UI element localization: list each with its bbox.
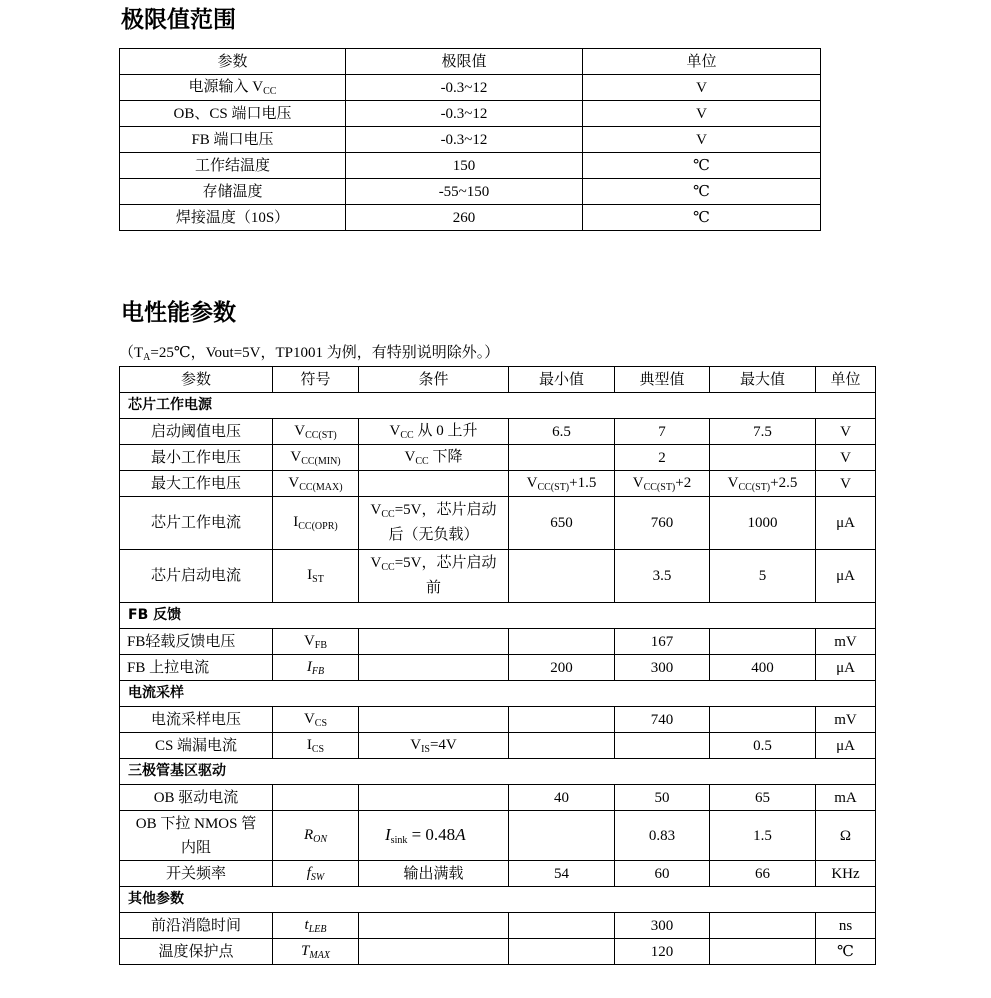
typ-cell: 760 bbox=[615, 497, 710, 550]
table-row bbox=[120, 733, 876, 759]
symbol-text: f bbox=[306, 864, 311, 881]
param-cell: OB 驱动电流 bbox=[120, 785, 273, 811]
param-sub: CC bbox=[263, 85, 277, 97]
min-cell: 200 bbox=[509, 655, 615, 681]
unit-cell: KHz bbox=[816, 861, 876, 887]
unit-cell: μA bbox=[816, 550, 876, 603]
header-param: 参数 bbox=[120, 49, 346, 75]
typ-cell bbox=[615, 471, 710, 497]
param-cell: FB轻载反馈电压 bbox=[120, 629, 273, 655]
symbol-sub: SW bbox=[310, 871, 325, 883]
param-cell: 焊接温度（10S） bbox=[120, 205, 346, 231]
symbol-cell bbox=[273, 550, 359, 603]
unit-cell: mV bbox=[816, 707, 876, 733]
value-sub: CC(ST) bbox=[537, 481, 570, 493]
unit-cell: V bbox=[583, 101, 821, 127]
section-label: 芯片工作电源 bbox=[120, 393, 876, 419]
symbol-sub: ST bbox=[312, 574, 324, 585]
note-sub: A bbox=[143, 352, 151, 363]
symbol-text: T bbox=[301, 942, 310, 959]
section-label: 其他参数 bbox=[120, 887, 876, 913]
typ-cell: 7 bbox=[615, 419, 710, 445]
symbol-text: I bbox=[306, 658, 312, 675]
header-unit: 单位 bbox=[816, 367, 876, 393]
param-cell: 温度保护点 bbox=[120, 939, 273, 965]
condition-text: V bbox=[370, 501, 382, 518]
unit-cell: V bbox=[583, 75, 821, 101]
condition-cell bbox=[359, 707, 509, 733]
header-typ: 典型值 bbox=[615, 367, 710, 393]
max-cell: 5 bbox=[710, 550, 816, 603]
table-row bbox=[120, 205, 821, 231]
condition-text: V bbox=[410, 736, 422, 753]
table-row bbox=[120, 707, 876, 733]
value-sub: CC(ST) bbox=[738, 481, 771, 493]
table-row bbox=[120, 471, 876, 497]
section-label: 三极管基区驱动 bbox=[120, 759, 876, 785]
min-cell: 650 bbox=[509, 497, 615, 550]
typ-cell: 50 bbox=[615, 785, 710, 811]
symbol-text: V bbox=[290, 448, 302, 465]
condition-text: V bbox=[404, 448, 416, 465]
limit-cell: 150 bbox=[346, 153, 583, 179]
table-row bbox=[120, 153, 821, 179]
symbol-cell bbox=[273, 471, 359, 497]
unit-cell: μA bbox=[816, 497, 876, 550]
condition-cell bbox=[359, 655, 509, 681]
max-cell: 400 bbox=[710, 655, 816, 681]
table-row bbox=[120, 497, 876, 550]
symbol-text: V bbox=[303, 710, 315, 727]
unit-cell: V bbox=[816, 445, 876, 471]
min-cell: 6.5 bbox=[509, 419, 615, 445]
unit-cell: μA bbox=[816, 733, 876, 759]
table-row bbox=[120, 445, 876, 471]
condition-cell bbox=[359, 913, 509, 939]
symbol-cell bbox=[273, 629, 359, 655]
max-cell: 1.5 bbox=[710, 811, 816, 861]
condition-cell bbox=[359, 419, 509, 445]
value-text: +2 bbox=[675, 474, 692, 491]
param-cell: 前沿消隐时间 bbox=[120, 913, 273, 939]
unit-cell: mA bbox=[816, 785, 876, 811]
min-cell bbox=[509, 471, 615, 497]
section-label: 电流采样 bbox=[120, 681, 876, 707]
value-text: V bbox=[727, 474, 739, 491]
typ-cell: 740 bbox=[615, 707, 710, 733]
symbol-sub: MAX bbox=[309, 949, 330, 961]
param-cell: OB 下拉 NMOS 管内阻 bbox=[120, 811, 273, 861]
symbol-cell bbox=[273, 655, 359, 681]
typ-cell: 2 bbox=[615, 445, 710, 471]
condition-cell bbox=[359, 497, 509, 550]
unit-cell: Ω bbox=[816, 811, 876, 861]
symbol-cell bbox=[273, 707, 359, 733]
typ-cell: 167 bbox=[615, 629, 710, 655]
condition-cell bbox=[359, 550, 509, 603]
limit-cell: -0.3~12 bbox=[346, 101, 583, 127]
section-row bbox=[120, 759, 876, 785]
section-label: FB 反馈 bbox=[120, 603, 876, 629]
table-row bbox=[120, 629, 876, 655]
table-row bbox=[120, 550, 876, 603]
condition-text: = 0.48 bbox=[407, 824, 456, 844]
min-cell bbox=[509, 707, 615, 733]
unit-cell: V bbox=[583, 127, 821, 153]
table-row bbox=[120, 861, 876, 887]
header-param: 参数 bbox=[120, 367, 273, 393]
max-cell bbox=[710, 707, 816, 733]
test-condition-note bbox=[119, 346, 499, 363]
condition-text: V bbox=[389, 422, 401, 439]
min-cell: 40 bbox=[509, 785, 615, 811]
symbol-sub: FB bbox=[314, 639, 328, 651]
param-cell: 最大工作电压 bbox=[120, 471, 273, 497]
table-row bbox=[120, 127, 821, 153]
param-cell: CS 端漏电流 bbox=[120, 733, 273, 759]
table-header-row bbox=[120, 367, 876, 393]
symbol-sub: LEB bbox=[308, 923, 327, 935]
section-row bbox=[120, 603, 876, 629]
symbol-sub: CC(OPR) bbox=[298, 521, 338, 532]
max-cell: 66 bbox=[710, 861, 816, 887]
symbol-sub: ON bbox=[313, 833, 328, 845]
param-cell: OB、CS 端口电压 bbox=[120, 101, 346, 127]
param-cell: 存储温度 bbox=[120, 179, 346, 205]
min-cell bbox=[509, 939, 615, 965]
max-cell bbox=[710, 913, 816, 939]
typ-cell: 0.83 bbox=[615, 811, 710, 861]
table-row bbox=[120, 655, 876, 681]
symbol-sub: CC(MIN) bbox=[301, 455, 341, 467]
table-row bbox=[120, 913, 876, 939]
param-cell bbox=[120, 75, 346, 101]
header-symbol: 符号 bbox=[273, 367, 359, 393]
unit-cell: V bbox=[816, 471, 876, 497]
section-row bbox=[120, 393, 876, 419]
limit-cell: 260 bbox=[346, 205, 583, 231]
condition-sub: CC bbox=[400, 429, 414, 441]
max-cell: 65 bbox=[710, 785, 816, 811]
param-cell: 工作结温度 bbox=[120, 153, 346, 179]
condition-cell bbox=[359, 445, 509, 471]
unit-cell: ℃ bbox=[583, 205, 821, 231]
max-cell: 0.5 bbox=[710, 733, 816, 759]
table-row bbox=[120, 939, 876, 965]
param-cell: 电流采样电压 bbox=[120, 707, 273, 733]
header-unit: 单位 bbox=[583, 49, 821, 75]
condition-cell bbox=[359, 811, 509, 861]
unit-cell: ℃ bbox=[583, 153, 821, 179]
max-cell: 1000 bbox=[710, 497, 816, 550]
min-cell bbox=[509, 811, 615, 861]
table-row bbox=[120, 785, 876, 811]
electrical-table bbox=[119, 366, 876, 965]
symbol-text: R bbox=[303, 826, 314, 843]
symbol-cell bbox=[273, 913, 359, 939]
typ-cell: 3.5 bbox=[615, 550, 710, 603]
max-cell bbox=[710, 445, 816, 471]
section-row bbox=[120, 887, 876, 913]
value-sub: CC(ST) bbox=[643, 481, 676, 493]
condition-sub: CC bbox=[415, 455, 429, 467]
condition-cell: 输出满载 bbox=[359, 861, 509, 887]
table-row bbox=[120, 811, 876, 861]
condition-cell bbox=[359, 629, 509, 655]
table-row bbox=[120, 75, 821, 101]
max-cell bbox=[710, 471, 816, 497]
value-text: V bbox=[632, 474, 644, 491]
max-cell bbox=[710, 629, 816, 655]
symbol-cell bbox=[273, 733, 359, 759]
value-text: +1.5 bbox=[569, 474, 597, 491]
typ-cell: 300 bbox=[615, 913, 710, 939]
unit-cell: μA bbox=[816, 655, 876, 681]
condition-text: =5V，芯片启动前 bbox=[394, 554, 497, 596]
param-cell: 开关频率 bbox=[120, 861, 273, 887]
symbol-text: I bbox=[293, 514, 299, 530]
table-row bbox=[120, 419, 876, 445]
value-text: +2.5 bbox=[770, 474, 798, 491]
param-cell: FB 端口电压 bbox=[120, 127, 346, 153]
min-cell bbox=[509, 629, 615, 655]
table-row bbox=[120, 179, 821, 205]
condition-text: 下降 bbox=[428, 448, 463, 465]
symbol-sub: CC(MAX) bbox=[299, 481, 343, 493]
condition-cell bbox=[359, 733, 509, 759]
symbol-cell bbox=[273, 497, 359, 550]
header-max: 最大值 bbox=[710, 367, 816, 393]
limits-table bbox=[119, 48, 821, 231]
condition-text: =5V，芯片启动后（无负载） bbox=[388, 501, 497, 543]
header-min: 最小值 bbox=[509, 367, 615, 393]
symbol-text: I bbox=[306, 736, 312, 753]
condition-cell bbox=[359, 471, 509, 497]
symbol-sub: FB bbox=[311, 665, 325, 677]
unit-cell: ℃ bbox=[583, 179, 821, 205]
param-text: 电源输入 V bbox=[188, 78, 264, 95]
symbol-cell bbox=[273, 939, 359, 965]
condition-text: =4V bbox=[429, 736, 457, 753]
header-condition: 条件 bbox=[359, 367, 509, 393]
min-cell bbox=[509, 550, 615, 603]
symbol-text: t bbox=[304, 916, 309, 933]
max-cell: 7.5 bbox=[710, 419, 816, 445]
symbol-cell bbox=[273, 445, 359, 471]
symbol-cell bbox=[273, 419, 359, 445]
min-cell bbox=[509, 445, 615, 471]
unit-cell: mV bbox=[816, 629, 876, 655]
electrical-title: 电性能参数 bbox=[121, 300, 236, 326]
limits-title: 极限值范围 bbox=[121, 7, 236, 33]
typ-cell: 300 bbox=[615, 655, 710, 681]
condition-sub: CC bbox=[381, 561, 395, 573]
symbol-text: I bbox=[307, 567, 313, 583]
unit-cell: ns bbox=[816, 913, 876, 939]
typ-cell bbox=[615, 733, 710, 759]
param-cell: 芯片启动电流 bbox=[120, 550, 273, 603]
value-text: V bbox=[526, 474, 538, 491]
param-cell: 最小工作电压 bbox=[120, 445, 273, 471]
param-cell: FB 上拉电流 bbox=[120, 655, 273, 681]
condition-cell bbox=[359, 785, 509, 811]
note-text: =25℃，Vout=5V，TP1001 为例，有特别说明除外。） bbox=[150, 345, 500, 361]
symbol-cell bbox=[273, 861, 359, 887]
symbol-cell bbox=[273, 811, 359, 861]
limit-cell: -55~150 bbox=[346, 179, 583, 205]
unit-cell: ℃ bbox=[816, 939, 876, 965]
min-cell bbox=[509, 913, 615, 939]
typ-cell: 60 bbox=[615, 861, 710, 887]
condition-cell bbox=[359, 939, 509, 965]
condition-sub: IS bbox=[421, 743, 430, 755]
note-text: （T bbox=[119, 345, 144, 361]
condition-text: I bbox=[385, 824, 391, 844]
symbol-sub: CS bbox=[311, 743, 325, 755]
symbol-text: V bbox=[303, 632, 315, 649]
header-limit: 极限值 bbox=[346, 49, 583, 75]
symbol-cell bbox=[273, 785, 359, 811]
condition-text: 从 0 上升 bbox=[413, 422, 478, 439]
symbol-text: V bbox=[294, 422, 306, 439]
min-cell bbox=[509, 733, 615, 759]
table-header-row bbox=[120, 49, 821, 75]
condition-unit: A bbox=[455, 824, 466, 844]
table-row bbox=[120, 101, 821, 127]
condition-sub: CC bbox=[381, 508, 395, 520]
symbol-text: V bbox=[288, 474, 300, 491]
condition-text: V bbox=[370, 554, 382, 571]
section-row bbox=[120, 681, 876, 707]
limit-cell: -0.3~12 bbox=[346, 75, 583, 101]
condition-sub: sink bbox=[390, 834, 408, 846]
symbol-sub: CS bbox=[314, 717, 328, 729]
limit-cell: -0.3~12 bbox=[346, 127, 583, 153]
unit-cell: V bbox=[816, 419, 876, 445]
param-cell: 启动阈值电压 bbox=[120, 419, 273, 445]
max-cell bbox=[710, 939, 816, 965]
param-cell: 芯片工作电流 bbox=[120, 497, 273, 550]
symbol-sub: CC(ST) bbox=[305, 429, 337, 441]
min-cell: 54 bbox=[509, 861, 615, 887]
typ-cell: 120 bbox=[615, 939, 710, 965]
